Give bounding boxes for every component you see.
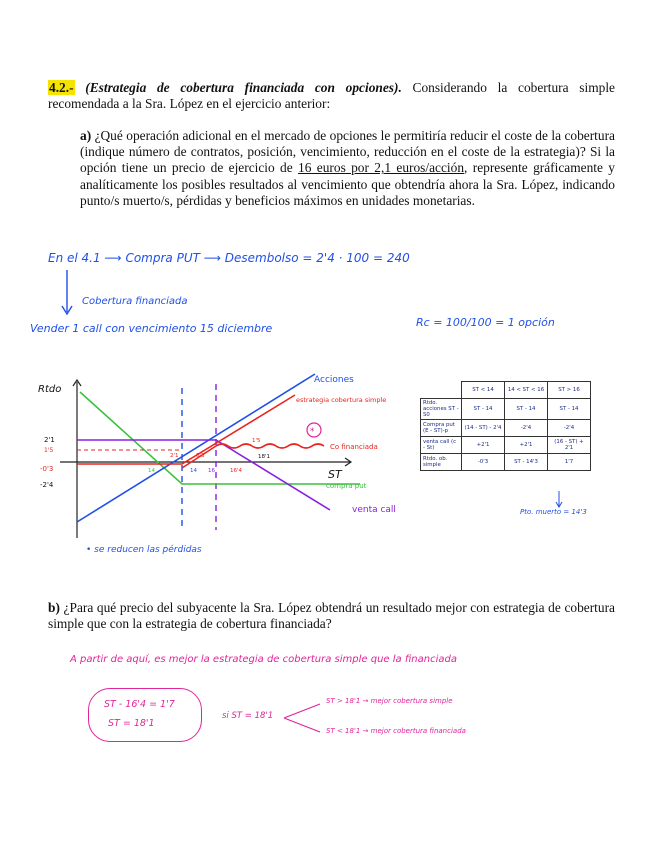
y-tick: 2'1 (44, 436, 55, 444)
label-acciones: Acciones (314, 375, 354, 385)
branch-icon (282, 698, 324, 738)
table-cell: +2'1 (462, 437, 505, 454)
x-axis-label: ST (328, 468, 342, 481)
table-cell: ST - 14'3 (505, 454, 548, 471)
payoff-graph (30, 370, 420, 545)
small-label: 2'1 (170, 453, 179, 459)
table-header: ST < 14 (462, 382, 505, 399)
note-si: si ST = 18'1 (222, 711, 274, 721)
table-cell: ST - 14 (505, 399, 548, 420)
table-cell: ST - 14 (462, 399, 505, 420)
table-cell: -2'4 (548, 420, 591, 437)
part-b-text-body: ¿Para qué precio del subyacente la Sra. López obtendrá un resultado mejor con estrategia de cobertura simple que con la estrategia de cobertura financiada? (48, 600, 615, 632)
down-arrow-icon (60, 268, 74, 318)
svg-text:*: * (310, 427, 315, 437)
question-intro (48, 80, 615, 112)
question-intro-text: Considerando la cobertura simple recomendada a la Sra. López en el ejercicio anterior: (48, 80, 615, 112)
table-row (421, 399, 591, 420)
note-punto-muerto: Pto. muerto = 14'3 (520, 508, 587, 516)
note-a-partir: A partir de aquí, es mejor la estrategia de cobertura simple que la financiada (70, 654, 457, 665)
label-venta-call: venta call (352, 505, 396, 515)
y-tick: -0'3 (40, 465, 54, 473)
table-row-label: Rtdo. acciones ST - S0 (421, 399, 462, 420)
note-eq1: ST - 16'4 = 1'7 (104, 699, 175, 710)
y-tick: -2'4 (40, 481, 54, 489)
note-cobertura-financiada: Cobertura financiada (82, 296, 188, 307)
table-header-row (421, 382, 591, 399)
table-cell: -2'4 (505, 420, 548, 437)
note-reducen-perdidas: • se reducen las pérdidas (86, 545, 202, 555)
x-tick: 14 (148, 468, 155, 474)
table-row (421, 437, 591, 454)
label-estrategia-simple: estrategia cobertura simple (296, 396, 387, 404)
label-financiada: Co financiada (330, 443, 378, 451)
note-case2: ST < 18'1 → mejor cobertura financiada (326, 727, 466, 735)
table-cell: (14 - ST) - 2'4 (462, 420, 505, 437)
note-case1: ST > 18'1 → mejor cobertura simple (326, 697, 453, 705)
part-a-text (80, 128, 615, 209)
table-cell: 1'7 (548, 454, 591, 471)
down-arrow-icon (554, 490, 564, 510)
part-a-label: a) (80, 128, 92, 143)
x-tick: 18'1 (258, 454, 271, 460)
line-compra-put (80, 392, 360, 484)
results-table (420, 381, 591, 471)
y-axis-label: Rtdo (38, 384, 62, 395)
y-tick: 1'5 (44, 447, 54, 454)
small-label: 1'5 (252, 438, 261, 444)
table-cell: -0'3 (462, 454, 505, 471)
part-b-label: b) (48, 600, 60, 615)
table-row (421, 420, 591, 437)
small-label: 0'3 (196, 453, 205, 459)
label-compra-put: compra put (326, 482, 367, 490)
table-cell: (16 - ST) + 2'1 (548, 437, 591, 454)
x-tick: 16 (208, 468, 215, 474)
table-header: ST > 16 (548, 382, 591, 399)
table-row-label: venta call (c - St) (421, 437, 462, 454)
table-row (421, 454, 591, 471)
table-cell: +2'1 (505, 437, 548, 454)
note-compra-put: En el 4.1 ⟶ Compra PUT ⟶ Desembolso = 2'4 · 100 = 240 (48, 251, 410, 265)
x-tick: 16'4 (230, 468, 243, 474)
question-title: (Estrategia de cobertura financiada con opciones). (85, 80, 402, 95)
table-header: 14 < ST < 16 (505, 382, 548, 399)
part-a-text-1: ¿Qué operación adicional en el mercado de opciones le permitiría reducir el coste de la cobertura (indique número de contratos, posición, vencimiento, reducción en el coste de la estrategia)? Si la opción tiene un precio de ejercicio de (80, 128, 615, 176)
x-tick: 14 (190, 468, 197, 474)
table-row-label: Rtdo. ob. simple (421, 454, 462, 471)
note-rc: Rc = 100/100 = 1 opción (416, 316, 555, 329)
note-eq2: ST = 18'1 (108, 718, 155, 729)
part-a-underlined: 16 euros por 2,1 euros/acción (298, 160, 465, 176)
part-b-text (48, 600, 615, 632)
table-row-label: Compra put (E - ST)-p (421, 420, 462, 437)
question-number: 4.2.- (49, 80, 74, 95)
note-vender-call: Vender 1 call con vencimiento 15 diciembre (30, 322, 273, 335)
part-a-text-2: , represente gráficamente y analíticamente los posibles resultados al vencimiento que obtendría ahora la Sra. López, indicando punto/s muerto/s, pérdidas y beneficios máximos en unidades monetarias. (80, 160, 615, 208)
equation-bubble (88, 688, 202, 742)
table-cell: ST - 14 (548, 399, 591, 420)
